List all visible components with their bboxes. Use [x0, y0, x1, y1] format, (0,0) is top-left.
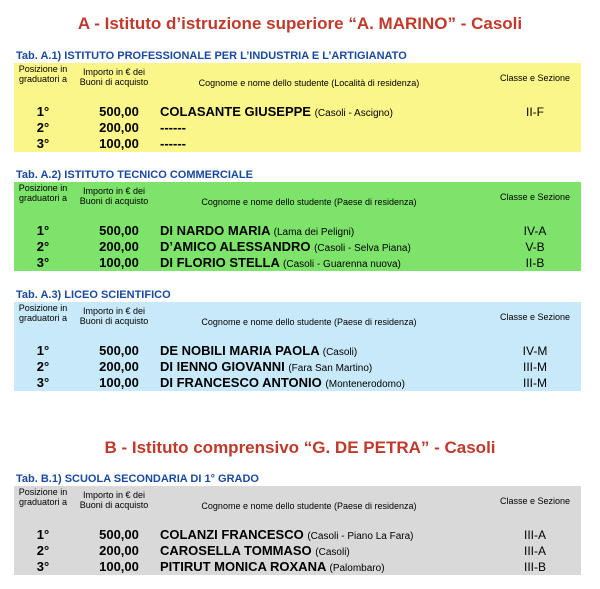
table-b1 — [14, 486, 581, 575]
header-position: Posizione in graduatori a — [18, 487, 68, 507]
student-residence: (Casoli - Guarenna nuova) — [283, 259, 401, 270]
student-name: COLASANTE GIUSEPPE — [160, 104, 311, 119]
header-position: Posizione in graduatori a — [18, 303, 68, 323]
row-amount: 200,00 — [99, 239, 139, 254]
header-class: Classe e Sezione — [499, 192, 571, 202]
table-code: Tab. A.1) — [16, 50, 62, 62]
table-row — [14, 255, 581, 271]
table-code: Tab. A.2) — [16, 169, 62, 181]
row-class: III-M — [523, 376, 547, 390]
header-amount: Importo in € dei Buoni di acquisto — [79, 490, 149, 510]
table-a2 — [14, 182, 581, 271]
row-amount: 100,00 — [99, 136, 139, 151]
header-class: Classe e Sezione — [499, 496, 571, 506]
row-amount: 200,00 — [99, 120, 139, 135]
student-residence: (Lama dei Peligni) — [273, 227, 355, 238]
row-class: III-B — [523, 560, 546, 574]
table-header — [14, 302, 581, 343]
row-amount: 500,00 — [99, 527, 139, 542]
student-residence: (Fara San Martino) — [288, 363, 373, 374]
header-student: Cognome e nome dello studente (Paese di residenza) — [201, 317, 417, 327]
row-amount: 500,00 — [99, 104, 139, 119]
header-class: Classe e Sezione — [499, 73, 571, 83]
student-residence: (Casoli - Selva Piana) — [314, 243, 411, 254]
table-row — [14, 359, 581, 375]
row-amount: 200,00 — [99, 359, 139, 374]
table-row — [14, 375, 581, 391]
student-name: DI FRANCESCO ANTONIO — [160, 375, 322, 390]
student-name: CAROSELLA TOMMASO — [160, 543, 312, 558]
header-student: Cognome e nome dello studente (Paese di residenza) — [201, 501, 417, 511]
table-a3 — [14, 302, 581, 391]
table-code: Tab. A.3) — [16, 289, 62, 301]
row-position: 1° — [36, 104, 50, 119]
student-name: DI FLORIO STELLA — [160, 255, 280, 270]
row-class: IV-M — [522, 344, 548, 358]
row-amount: 500,00 — [99, 343, 139, 358]
table-header — [14, 486, 581, 527]
table-a1 — [14, 63, 581, 152]
student-name: D’AMICO ALESSANDRO — [160, 239, 311, 254]
row-student — [160, 559, 385, 577]
student-name: ------ — [160, 136, 186, 151]
row-class: III-A — [523, 528, 546, 542]
row-position: 3° — [36, 136, 50, 151]
row-position: 2° — [36, 543, 50, 558]
table-row — [14, 239, 581, 255]
row-class: IV-A — [523, 224, 547, 238]
table-a3-label — [16, 289, 171, 302]
table-row — [14, 559, 581, 575]
row-class: III-M — [523, 360, 547, 374]
student-residence: (Casoli) — [315, 547, 350, 558]
header-class: Classe e Sezione — [499, 312, 571, 322]
student-residence: (Casoli) — [322, 347, 358, 358]
header-student: Cognome e nome dello studente (Paese di residenza) — [201, 197, 417, 207]
table-b1-label — [16, 473, 259, 486]
table-name: SCUOLA SECONDARIA DI 1° GRADO — [64, 473, 259, 485]
row-amount: 500,00 — [99, 223, 139, 238]
header-position: Posizione in graduatori a — [18, 183, 68, 203]
row-amount: 100,00 — [99, 559, 139, 574]
row-class: V-B — [525, 240, 545, 254]
table-header — [14, 63, 581, 104]
table-row — [14, 223, 581, 239]
table-row — [14, 527, 581, 543]
table-row — [14, 343, 581, 359]
table-name: ISTITUTO TECNICO COMMERCIALE — [64, 169, 253, 181]
table-row — [14, 136, 581, 152]
table-row — [14, 104, 581, 120]
row-position: 3° — [36, 375, 50, 390]
student-name: ------ — [160, 120, 186, 135]
student-residence: (Montenerodomo) — [325, 379, 405, 390]
row-amount: 100,00 — [99, 375, 139, 390]
student-name: DI IENNO GIOVANNI — [160, 359, 285, 374]
header-amount: Importo in € dei Buoni di acquisto — [79, 186, 149, 206]
row-student — [160, 136, 186, 154]
row-position: 2° — [36, 120, 50, 135]
row-amount: 100,00 — [99, 255, 139, 270]
header-amount: Importo in € dei Buoni di acquisto — [79, 306, 149, 326]
row-class: III-A — [523, 544, 546, 558]
student-name: PITIRUT MONICA ROXANA — [160, 559, 326, 574]
row-position: 2° — [36, 359, 50, 374]
table-name: LICEO SCIENTIFICO — [64, 289, 171, 301]
student-name: DE NOBILI MARIA PAOLA — [160, 343, 320, 358]
row-position: 2° — [36, 239, 50, 254]
table-row — [14, 543, 581, 559]
student-name: DI NARDO MARIA — [160, 223, 271, 238]
row-student — [160, 375, 405, 393]
student-residence: (Palombaro) — [329, 563, 385, 574]
student-residence: (Casoli - Piano La Fara) — [307, 531, 414, 542]
row-student — [160, 255, 401, 273]
student-name: COLANZI FRANCESCO — [160, 527, 304, 542]
row-class: II-F — [526, 105, 544, 119]
table-a2-label — [16, 169, 253, 182]
row-class: II-B — [525, 256, 545, 270]
header-position: Posizione in graduatori a — [18, 64, 68, 84]
section-b-title: B - Istituto comprensivo “G. DE PETRA” - Casoli — [104, 438, 496, 457]
table-row — [14, 120, 581, 136]
row-position: 3° — [36, 255, 50, 270]
row-position: 1° — [36, 343, 50, 358]
table-code: Tab. B.1) — [16, 473, 62, 485]
header-student: Cognome e nome dello studente (Località di residenza) — [198, 78, 420, 88]
table-name: ISTITUTO PROFESSIONALE PER L’INDUSTRIA E L’ARTIGIANATO — [64, 50, 407, 62]
header-amount: Importo in € dei Buoni di acquisto — [79, 67, 149, 87]
row-position: 3° — [36, 559, 50, 574]
row-amount: 200,00 — [99, 543, 139, 558]
row-position: 1° — [36, 527, 50, 542]
table-a1-label — [16, 50, 407, 63]
table-header — [14, 182, 581, 223]
student-residence: (Casoli - Ascigno) — [314, 108, 393, 119]
section-a-title: A - Istituto d’istruzione superiore “A. MARINO” - Casoli — [77, 14, 523, 33]
row-position: 1° — [36, 223, 50, 238]
